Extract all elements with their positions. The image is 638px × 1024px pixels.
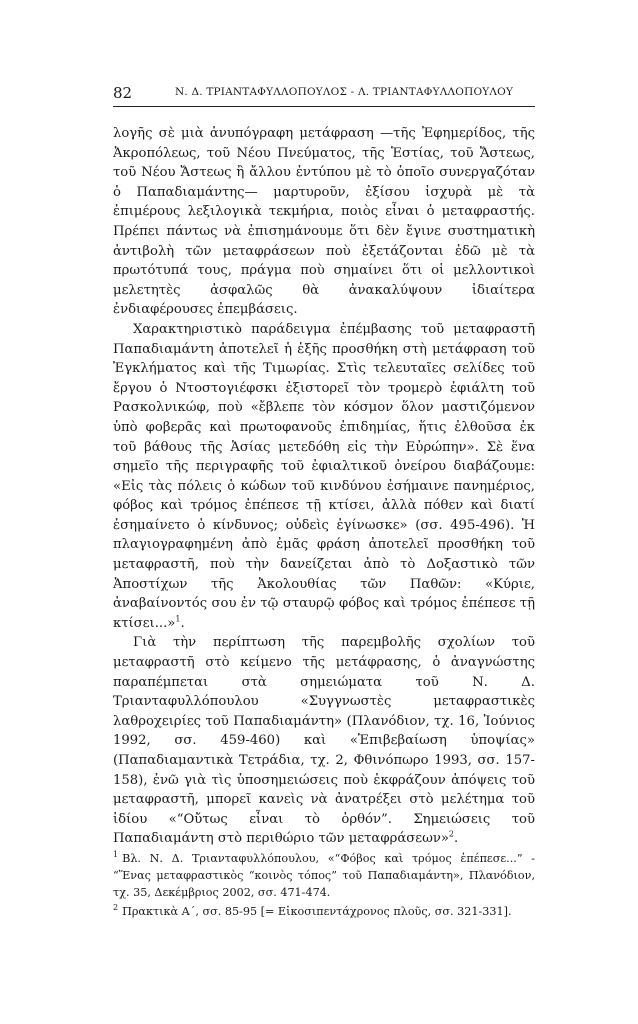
paragraph: Γιὰ τὴν περίπτωση τῆς παρεμβολῆς σχολίων τοῦ μεταφραστῆ στὸ κείμενο τῆς μετάφρασης, ὁ ἀναγνώστης παραπέμπεται στὰ σημειώματα τοῦ Ν. Δ. Τριανταφυλλόπουλου «Συγγνωστὲς μεταφραστικὲς λαθροχειρίες τοῦ Παπαδιαμάντη» (Πλανόδιον, τχ. 16, Ἰούνιος 1992, σσ. 459-460) καὶ «Ἐπιβεβαίωση ὑποψίας» (Παπαδιαμαντικὰ Τετράδια, τχ. 2, Φθινόπωρο 1993, σσ. 157-158), ἐνῶ γιὰ τὶς ὑποσημειώσεις ποὺ ἐκφράζουν ἀπόψεις τοῦ μεταφραστῆ, μπορεῖ κανεὶς νὰ ἀνατρέξει στὸ μελέτημα τοῦ ἰδίου «“Οὔτως εἶναι τὸ ὀρθόν”. Σημειώσεις τοῦ Παπαδιαμάντη στὸ περιθώριο τῶν μεταφράσεων»$^2$. xyxy=(113,635,535,847)
footnote xyxy=(113,850,535,901)
footnote-marker: 1 xyxy=(113,850,119,860)
footnote xyxy=(113,903,535,920)
footnotes xyxy=(113,850,535,922)
footnote-marker: 2 xyxy=(113,903,119,913)
main-text xyxy=(113,124,535,849)
page-number: 82 xyxy=(113,84,133,102)
paragraph-text: Χαρακτηριστικὸ παράδειγμα ἐπέμβασης τοῦ μεταφραστῆ Παπαδιαμάντη ἀποτελεῖ ἡ ἑξῆς προσθήκη στὴ μετάφραση τοῦ Ἐγκλήματος καὶ τῆς Τιμωρίας. Στὶς τελευταῖες σελίδες τοῦ ἔργου ὁ Ντοστογιέφσκι ἐξιστορεῖ τὸν τρομερὸ ἐφιάλτη τοῦ Ρασκολνικώφ, ποὺ «ἔβλεπε τὸν κόσμον ὅλον μαστιζόμενον ὑπὸ φοβερᾶς καὶ πρωτοφανοῦς ἐπιδημίας, ἥτις ἐλθοῦσα ἐκ τοῦ βάθους τῆς Ἀσίας μετεδόθη εἰς τὴν Εὐρώπην». Σὲ ἕνα σημεῖο τῆς περιγραφῆς τοῦ ἐφιαλτικοῦ ὀνείρου διαβάζουμε: «Εἰς τὰς πόλεις ὁ κώδων τοῦ κινδύνου ἐσήμαινε πανημέριος, φόβος καὶ τρόμος ἐπέπεσε τῇ κτίσει, ἀλλὰ πόθεν καὶ διατί ἐσημαίνετο ὁ κίνδυνος; οὐδεὶς ἐγίνωσκε» (σσ. 495-496). Ἡ πλαγιογραφημένη ἀπὸ ἐμᾶς φράση ἀποτελεῖ προσθήκη τοῦ μεταφραστῆ, ποὺ τὴν δανείζεται ἀπὸ τὸ Δοξαστικὸ τῶν Ἀποστίχων τῆς Ἀκολουθίας τῶν Παθῶν: «Κύριε, ἀναβαίνοντός σου ἐν τῷ σταυρῷ φόβος καὶ τρόμος ἐπέπεσε τῇ κτίσει...» xyxy=(113,321,535,631)
paragraph-text: λογῆς σὲ μιὰ ἀνυπόγραφη μετάφραση —τῆς Ἐφημερίδος, τῆς Ἀκροπόλεως, τοῦ Νέου Πνεύματος, τῆς Ἑστίας, τοῦ Ἄστεως, τοῦ Νέου Ἄστεως ἢ ἄλλου ἐντύπου μὲ τὸ ὁποῖο συνεργαζόταν ὁ Παπαδιαμάντης— μαρτυροῦν, ἐξίσου ἰσχυρὰ μὲ τὰ ἐπιμέρους λεξιλογικὰ τεκμήρια, ποιὸς εἶναι ὁ μεταφραστής. Πρέπει πάντως νὰ ἐπισημάνουμε ὅτι δὲν ἔγινε συστηματικὴ ἀντιβολὴ τῶν μεταφράσεων ποὺ ἐξετάζονται ἐδῶ μὲ τὰ πρωτότυπά τους, πράγμα ποὺ σημαίνει ὅτι οἱ μελλοντικοὶ μελετητὲς ἀσφαλῶς θὰ ἀνακαλύψουν ἰδιαίτερα ἐνδιαφέρουσες ἐπεμβάσεις. xyxy=(113,126,535,318)
running-head-authors: Ν. Δ. ΤΡΙΑΝΤΑΦΥΛΛΟΠΟΥΛΟΣ - Λ. ΤΡΙΑΝΤΑΦΥΛΛΟΠΟΥΛΟΥ xyxy=(175,86,514,98)
paragraph xyxy=(113,124,535,320)
footnote-text: Βλ. Ν. Δ. Τριανταφυλλόπουλου, «“Φόβος καὶ τρόμος ἐπέπεσε...” - “Ἕνας μεταφραστικὸς “κοινὸς τόπος” τοῦ Παπαδιαμάντη», Πλανόδιον, τχ. 35, Δεκέμβριος 2002, σσ. 471-474. xyxy=(113,852,535,899)
footnote-reference[interactable]: 1 xyxy=(175,614,181,624)
footnote-text: Πρακτικὰ Α΄, σσ. 85-95 [= Εἰκοσιπεντάχρονος πλοῦς, σσ. 321-331]. xyxy=(122,905,512,918)
paragraph-text: Γιὰ τὴν περίπτωση τῆς παρεμβολῆς σχολίων τοῦ μεταφραστῆ στὸ κείμενο τῆς μετάφρασης, ὁ ἀναγνώστης παραπέμπεται στὰ σημειώματα τοῦ Ν. Δ. Τριανταφυλλόπουλου «Συγγνωστὲς μεταφραστικὲς λαθροχειρίες τοῦ Παπαδιαμάντη» (Πλανόδιον, τχ. 16, Ἰούνιος 1992, σσ. 459-460) καὶ «Ἐπιβεβαίωση ὑποψίας» (Παπαδιαμαντικὰ Τετράδια, τχ. 2, Φθινόπωρο 1993, σσ. 157-158), ἐνῶ γιὰ τὶς ὑποσημειώσεις ποὺ ἐκφράζουν ἀπόψεις τοῦ μεταφραστῆ, μπορεῖ κανεὶς νὰ ἀνατρέξει στὸ μελέτημα τοῦ ἰδίου «“Οὔτως εἶναι τὸ ὀρθόν”. Σημειώσεις τοῦ Παπαδιαμάντη στὸ περιθώριο τῶν μεταφράσεων» xyxy=(113,635,535,847)
running-header xyxy=(113,84,535,104)
footnote-reference[interactable]: 2 xyxy=(448,829,454,839)
paragraph: Χαρακτηριστικὸ παράδειγμα ἐπέμβασης τοῦ μεταφραστῆ Παπαδιαμάντη ἀποτελεῖ ἡ ἑξῆς προσθήκη στὴ μετάφραση τοῦ Ἐγκλήματος καὶ τῆς Τιμωρίας. Στὶς τελευταῖες σελίδες τοῦ ἔργου ὁ Ντοστογιέφσκι ἐξιστορεῖ τὸν τρομερὸ ἐφιάλτη τοῦ Ρασκολνικώφ, ποὺ «ἔβλεπε τὸν κόσμον ὅλον μαστιζόμενον ὑπὸ φοβερᾶς καὶ πρωτοφανοῦς ἐπιδημίας, ἥτις ἐλθοῦσα ἐκ τοῦ βάθους τῆς Ἀσίας μετεδόθη εἰς τὴν Εὐρώπην». Σὲ ἕνα σημεῖο τῆς περιγραφῆς τοῦ ἐφιαλτικοῦ ὀνείρου διαβάζουμε: «Εἰς τὰς πόλεις ὁ κώδων τοῦ κινδύνου ἐσήμαινε πανημέριος, φόβος καὶ τρόμος ἐπέπεσε τῇ κτίσει, ἀλλὰ πόθεν καὶ διατί ἐσημαίνετο ὁ κίνδυνος; οὐδεὶς ἐγίνωσκε» (σσ. 495-496). Ἡ πλαγιογραφημένη ἀπὸ ἐμᾶς φράση ἀποτελεῖ προσθήκη τοῦ μεταφραστῆ, ποὺ τὴν δανείζεται ἀπὸ τὸ Δοξαστικὸ τῶν Ἀποστίχων τῆς Ἀκολουθίας τῶν Παθῶν: «Κύριε, ἀναβαίνοντός σου ἐν τῷ σταυρῷ φόβος καὶ τρόμος ἐπέπεσε τῇ κτίσει...»$^1$. xyxy=(113,321,535,631)
header-rule xyxy=(113,106,535,107)
